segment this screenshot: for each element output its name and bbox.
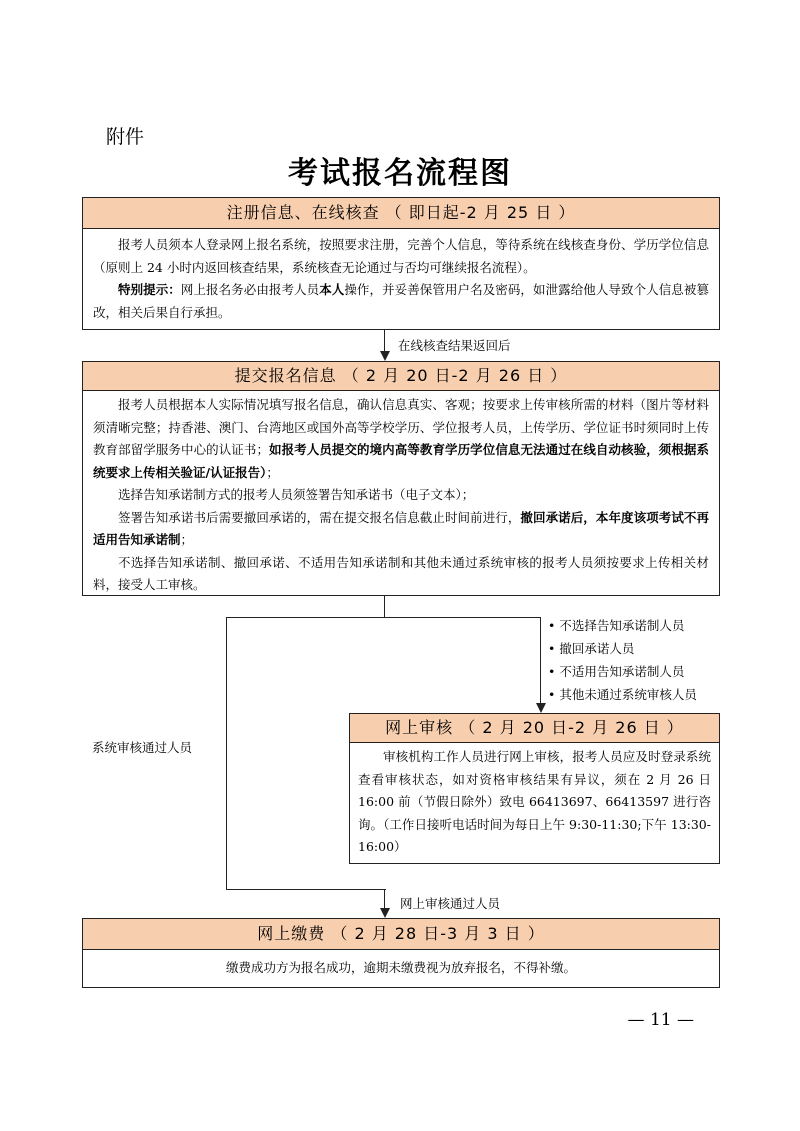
arrowhead-to-review [536,703,546,713]
step1-paragraph-2: 特别提示：网上报名务必由报考人员本人操作，并妥善保管用户名及密码，如泄露给他人导致个人信息被篡改，相关后果自行承担。 [93,282,709,320]
step2-box [82,361,720,596]
step2-paragraph-3: 签署告知承诺书后需要撤回承诺的，需在提交报名信息截止时间前进行，撤回承诺后，本年度该项考试不再适用告知承诺制； [93,509,709,547]
step1-body [83,229,719,324]
connector-down-from-step2 [384,596,385,618]
step2-body [83,391,719,597]
arrowhead-3 [380,908,390,918]
step3-paragraph: 审核机构工作人员进行网上审核，报考人员应及时登录系统查看审核状态，如对资格审核结果有异议，须在 2 月 26 日 16:00 前（节假日除外）致电 66413697、66413597 进行咨询。（工作日接听电话时间为每日上午 9:30-11:30;下午 13:30-16:00） [358,749,711,854]
branch-horizontal-bottom [226,889,386,890]
branch-horizontal-top [226,617,541,618]
bullet-item: • 撤回承诺人员 [548,641,635,656]
page-title: 考试报名流程图 [288,156,512,191]
step4-body: 缴费成功方为报名成功，逾期未缴费视为放弃报名，不得补缴。 [225,960,576,975]
step1-header: 注册信息、在线核查 （ 即日起-2 月 25 日 ） [83,198,719,229]
left-branch-label: 系统审核通过人员 [92,740,193,755]
arrow3-label: 网上审核通过人员 [400,896,501,911]
arrow1-label: 在线核查结果返回后 [398,338,511,353]
step3-header: 网上审核 （ 2 月 20 日-2 月 26 日 ） [350,714,719,743]
branch-bullet-list [548,614,697,706]
branch-left-vertical [226,617,227,890]
connector-line-1 [384,330,385,352]
step3-body [350,743,719,859]
step2-paragraph-4: 不选择告知承诺制、撤回承诺、不适用告知承诺制和其他未通过系统审核的报考人员须按要求上传相关材料，接受人工审核。 [93,554,709,592]
bullet-item: • 不选择告知承诺制人员 [548,618,685,633]
step3-box [349,713,720,864]
special-notice-label: 特别提示： [118,282,181,297]
bullet-item: • 其他未通过系统审核人员 [548,687,697,702]
step1-paragraph-1: 报考人员须本人登录网上报名系统，按照要求注册，完善个人信息，等待系统在线核查身份、学历学位信息（原则上 24 小时内返回核查结果，系统核查无论通过与否均可继续报名流程）。 [93,237,709,275]
page-number: — 11 — [627,1010,694,1030]
attachment-label: 附件 [106,126,145,148]
bullet-item: • 不适用告知承诺制人员 [548,664,685,679]
step2-paragraph-1: 报考人员根据本人实际情况填写报名信息，确认信息真实、客观；按要求上传审核所需的材料（图片等材料须清晰完整；持香港、澳门、台湾地区或国外高等学校学历、学位报考人员，上传学历、学位证书时须同时上传教育部留学服务中心的认证书；如报考人员提交的境内高等教育学历学位信息无法通过在线自动核验，须根据系统要求上传相关验证/认证报告）； [93,397,709,480]
step1-box [82,197,720,330]
step4-box [82,918,720,988]
step2-paragraph-2: 选择告知承诺制方式的报考人员须签署告知承诺书（电子文本）； [118,487,475,502]
step4-header: 网上缴费 （ 2 月 28 日-3 月 3 日 ） [83,919,719,950]
branch-right-vertical [540,617,541,705]
arrowhead-1 [380,351,390,361]
step2-header: 提交报名信息 （ 2 月 20 日-2 月 26 日 ） [83,362,719,391]
connector-line-3 [384,889,385,909]
